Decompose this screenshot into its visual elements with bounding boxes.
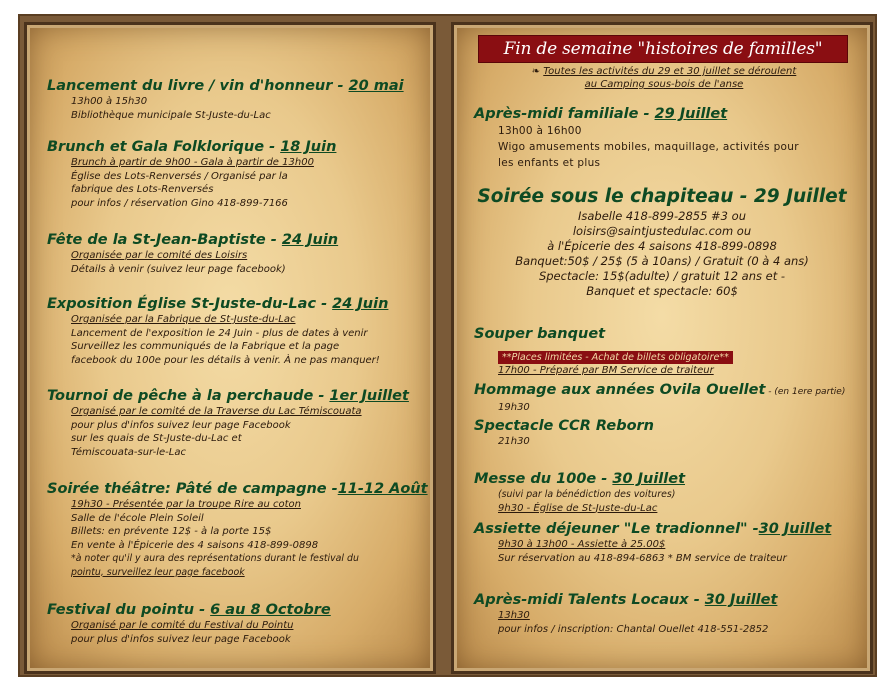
event-line: loisirs@saintjustedulac.com ou: [572, 224, 752, 238]
event-souper-banquet: [474, 325, 733, 378]
event-line: 9h30 à 13h00 - Assiette à 25.00$: [498, 539, 666, 550]
event-talents-locaux: [474, 591, 777, 636]
event-title: Lancement du livre / vin d'honneur - 20 mai: [47, 78, 404, 94]
event-line: 13h00 à 16h00: [498, 125, 582, 137]
limited-seats-badge: **Places limitées - Achat de billets obligatoire**: [498, 351, 733, 364]
event-line: Organisée par le comité des Loisirs: [71, 250, 248, 261]
event-line: à l'Épicerie des 4 saisons 418-899-0898: [547, 239, 777, 253]
event-line: Salle de l'école Plein Soleil: [71, 512, 204, 524]
event-line: Organisé par le comité de la Traverse du Lac Témiscouata: [71, 406, 362, 417]
event-title: Messe du 100e - 30 Juillet: [474, 471, 685, 487]
event-line: Isabelle 418-899-2855 #3 ou: [578, 209, 746, 223]
event-line: *à noter qu'il y aura des représentations durant le festival du: [71, 553, 359, 564]
location-note: ❧ Toutes les activités du 29 et 30 juillet se déroulent au Camping sous-bois de l'anse: [531, 66, 797, 90]
event-line: Sur réservation au 418-894-6863 * BM service de traiteur: [498, 552, 787, 564]
event-line: 21h30: [498, 436, 530, 447]
event-line: Détails à venir (suivez leur page facebook): [71, 263, 286, 275]
event-line: (suivi par la bénédiction des voitures): [498, 489, 676, 500]
event-title: Assiette déjeuner "Le tradionnel" -30 Juillet: [474, 521, 832, 537]
event-line: 19h30: [498, 402, 530, 413]
event-line: les enfants et plus: [498, 157, 601, 169]
event-line: 19h30 - Présentée par la troupe Rire au coton: [71, 499, 301, 510]
event-line: Surveillez les communiqués de la Fabrique et la page: [71, 341, 340, 352]
event-title: Après-midi Talents Locaux - 30 Juillet: [474, 592, 778, 608]
left-panel: [24, 22, 436, 674]
event-line: pour plus d'infos suivez leur page Facebook: [71, 633, 291, 645]
event-theatre: [47, 480, 428, 579]
event-title: Brunch et Gala Folklorique - 18 Juin: [47, 139, 337, 155]
event-spectacle-ccr: [474, 417, 654, 449]
event-festival-pointu: [47, 601, 331, 646]
weekend-banner: Fin de semaine "histoires de familles": [478, 35, 848, 63]
event-title: Soirée théâtre: Pâté de campagne -11-12 Août: [47, 481, 428, 497]
event-line: 9h30 - Église de St-Juste-du-Lac: [498, 502, 658, 514]
event-line: Organisée par la Fabrique de St-Juste-du-Lac: [71, 314, 296, 325]
right-panel: [451, 22, 873, 674]
event-line: Lancement de l'exposition le 24 Juin - plus de dates à venir: [71, 327, 368, 339]
event-line: Wigo amusements mobiles, maquillage, activités pour: [498, 141, 799, 153]
event-title: Festival du pointu - 6 au 8 Octobre: [47, 602, 331, 618]
event-line: 13h30: [498, 610, 530, 621]
event-assiette: [474, 520, 831, 565]
event-soiree-chapiteau: [454, 185, 870, 299]
event-line: sur les quais de St-Juste-du-Lac et: [71, 433, 242, 444]
event-title: Après-midi familiale - 29 Juillet: [474, 106, 728, 122]
event-title: Hommage aux années Ovila Ouellet - (en 1ere partie): [474, 382, 846, 398]
car-icon: ❧: [531, 66, 541, 77]
event-st-jean: [47, 231, 338, 276]
event-title: Fête de la St-Jean-Baptiste - 24 Juin: [47, 232, 339, 248]
event-title: Souper banquet: [474, 326, 606, 342]
event-line: Billets: en prévente 12$ - à la porte 15$: [71, 526, 272, 537]
event-title: Spectacle CCR Reborn: [474, 418, 655, 434]
event-line: pour plus d'infos suivez leur page Facebook: [71, 419, 291, 431]
event-line: Organisé par le comité du Festival du Pointu: [71, 620, 294, 631]
event-line: Brunch à partir de 9h00 - Gala à partir de 13h00: [71, 157, 314, 168]
event-line: Banquet et spectacle: 60$: [586, 284, 738, 298]
event-exposition: [47, 295, 388, 367]
event-line: En vente à l'Épicerie des 4 saisons 418-899-0898: [71, 539, 319, 551]
event-hommage: [474, 381, 845, 415]
event-line: fabrique des Lots-Renversés: [71, 184, 214, 195]
event-apres-midi-familiale: [474, 105, 799, 171]
event-line: Banquet:50$ / 25$ (5 à 10ans) / Gratuit (0 à 4 ans): [515, 254, 809, 268]
event-line: pointu, surveillez leur page facebook: [71, 566, 245, 578]
event-lancement: [47, 77, 404, 122]
event-brunch: [47, 138, 336, 210]
soiree-title: Soirée sous le chapiteau - 29 Juillet: [477, 186, 847, 207]
event-title: Exposition Église St-Juste-du-Lac - 24 Juin: [47, 296, 389, 312]
event-line: facebook du 100e pour les détails à venir. À ne pas manquer!: [71, 354, 380, 366]
event-line: 13h00 à 15h30: [71, 96, 148, 107]
event-line: Témiscouata-sur-le-Lac: [71, 446, 186, 458]
event-line: Spectacle: 15$(adulte) / gratuit 12 ans et -: [538, 269, 786, 283]
event-line: Bibliothèque municipale St-Juste-du-Lac: [71, 109, 271, 121]
event-messe: [474, 470, 685, 515]
event-tournoi: [47, 387, 409, 459]
event-line: pour infos / réservation Gino 418-899-7166: [71, 197, 288, 209]
event-line: Église des Lots-Renversés / Organisé par la: [71, 170, 288, 182]
event-line: 17h00 - Préparé par BM Service de traiteur: [498, 365, 714, 376]
poster-frame: [18, 14, 877, 677]
event-line: pour infos / inscription: Chantal Ouellet 418-551-2852: [498, 623, 769, 635]
event-title: Tournoi de pêche à la perchaude - 1er Juillet: [47, 388, 409, 404]
